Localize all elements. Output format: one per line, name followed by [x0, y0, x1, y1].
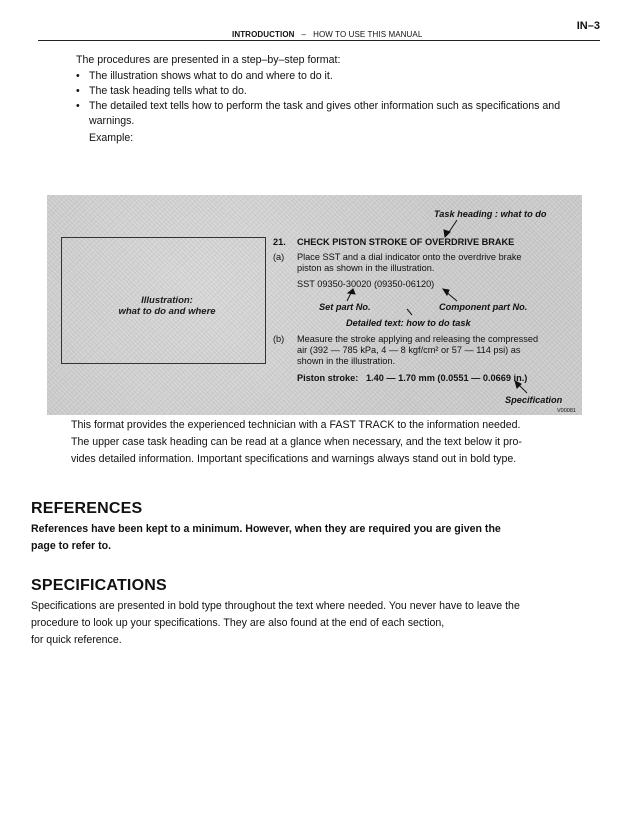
substep-b-line: air (392 — 785 kPa, 4 — 8 kgf/cm² or 57 — 114 psi) as — [297, 345, 521, 355]
piston-stroke-value: 1.40 — 1.70 mm (0.0551 — 0.0669 in.) — [365, 373, 528, 383]
paragraph-line: References have been kept to a minimum. However, when they are required you are given the — [31, 523, 501, 535]
example-label: Example: — [89, 132, 134, 144]
fast-track-paragraph — [71, 417, 591, 468]
page-number: IN–3 — [576, 20, 600, 32]
header-rule — [38, 40, 600, 41]
paragraph-line: procedure to look up your specifications. They are also found at the end of each section, — [31, 617, 445, 629]
specifications-heading: SPECIFICATIONS — [31, 577, 167, 594]
substep-b-line: Measure the stroke applying and releasing the compressed — [297, 334, 539, 344]
references-heading: REFERENCES — [31, 500, 143, 517]
illustration-caption — [87, 295, 247, 317]
bullet-item: • The detailed text tells how to perform the task and gives other information such as specifications and warnings. — [76, 99, 601, 129]
references-body — [31, 521, 601, 555]
illustration-label-2: what to do and where — [118, 306, 216, 317]
header-section: INTRODUCTION — [232, 30, 295, 39]
bullet-item: • The task heading tells what to do. — [76, 84, 601, 99]
paragraph-line: vides detailed information. Important specifications and warnings always stand out in bold type. — [71, 453, 517, 465]
example-figure — [47, 195, 582, 415]
specifications-body — [31, 598, 601, 649]
substep-a-marker: (a) — [273, 252, 285, 262]
paragraph-line: Specifications are presented in bold type throughout the text where needed. You never have to leave the — [31, 600, 520, 612]
paragraph-line: for quick reference. — [31, 634, 122, 646]
step-title: CHECK PISTON STROKE OF OVERDRIVE BRAKE — [297, 237, 515, 247]
task-heading-callout: Task heading : what to do — [434, 209, 547, 219]
set-part-callout: Set part No. — [319, 302, 371, 312]
piston-stroke-spec — [297, 373, 527, 384]
sst-number: SST 09350-30020 (09350-06120) — [297, 279, 435, 289]
header-separator: – — [301, 30, 307, 39]
paragraph-line: This format provides the experienced technician with a FAST TRACK to the information needed. — [71, 419, 521, 431]
specification-callout: Specification — [505, 395, 563, 405]
step-number: 21. — [273, 237, 286, 247]
intro-lead: The procedures are presented in a step–by–step format: — [76, 54, 341, 66]
figure-code: V00081 — [557, 408, 576, 414]
component-part-callout: Component part No. — [439, 302, 528, 312]
paragraph-line: The upper case task heading can be read at a glance when necessary, and the text below it pro- — [71, 436, 522, 448]
substep-b-marker: (b) — [273, 334, 285, 344]
illustration-label-1: Illustration: — [141, 295, 193, 306]
detailed-text-arrow — [407, 309, 412, 315]
detailed-text-callout: Detailed text: how to do task — [346, 318, 471, 328]
running-header — [232, 30, 422, 39]
piston-stroke-label: Piston stroke: — [297, 373, 359, 383]
substep-b-line: shown in the illustration. — [297, 356, 396, 366]
intro-bullet-list — [76, 69, 601, 129]
header-subsection: HOW TO USE THIS MANUAL — [313, 30, 423, 39]
substep-a-line: Place SST and a dial indicator onto the overdrive brake — [297, 252, 522, 262]
bullet-item: • The illustration shows what to do and where to do it. — [76, 69, 601, 84]
paragraph-line: page to refer to. — [31, 540, 112, 552]
substep-a-line: piston as shown in the illustration. — [297, 263, 435, 273]
